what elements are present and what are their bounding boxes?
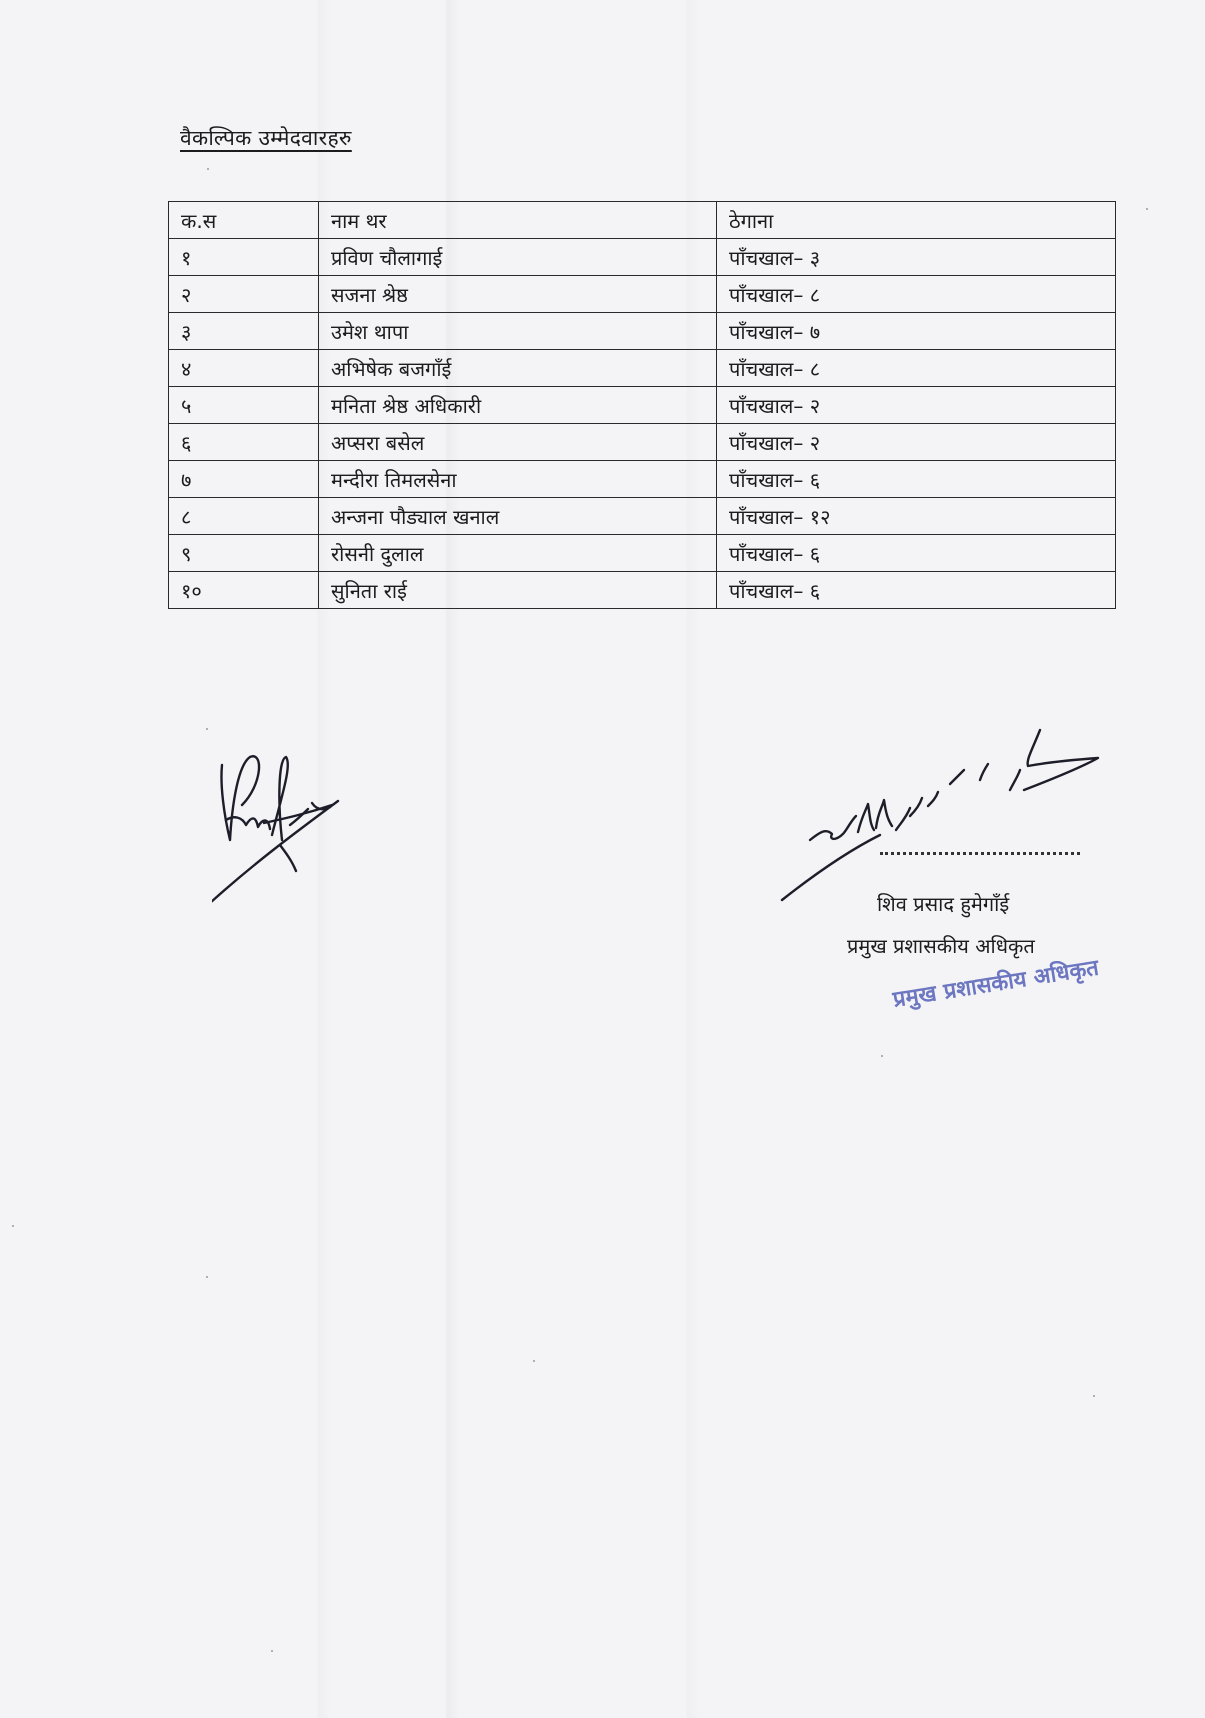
table-row: [169, 572, 1116, 609]
name-cell: मन्दीरा तिमलसेना: [319, 461, 717, 498]
address-cell: पाँचखाल– ३: [717, 239, 1116, 276]
table-header-row: [169, 202, 1116, 239]
name-cell: मनिता श्रेष्ठ अधिकारी: [319, 387, 717, 424]
right-signature: [770, 720, 1110, 910]
signatory-title: प्रमुख प्रशासकीय अधिकृत: [847, 934, 1035, 958]
scan-speck: [271, 1650, 273, 1652]
serial-cell: ७: [169, 461, 319, 498]
serial-cell: ५: [169, 387, 319, 424]
serial-cell: १०: [169, 572, 319, 609]
table-row: [169, 276, 1116, 313]
serial-cell: ६: [169, 424, 319, 461]
scan-speck: [1146, 208, 1148, 210]
serial-cell: ३: [169, 313, 319, 350]
serial-cell: ४: [169, 350, 319, 387]
name-cell: अन्जना पौड्याल खनाल: [319, 498, 717, 535]
scan-speck: [881, 1055, 883, 1057]
address-cell: पाँचखाल– १२: [717, 498, 1116, 535]
name-cell: अभिषेक बजगाँई: [319, 350, 717, 387]
left-signature: [212, 745, 372, 915]
table-row: [169, 535, 1116, 572]
address-cell: पाँचखाल– ६: [717, 535, 1116, 572]
candidates-table: [168, 201, 1116, 609]
table-row: [169, 239, 1116, 276]
serial-cell: १: [169, 239, 319, 276]
table-row: [169, 461, 1116, 498]
serial-cell: ९: [169, 535, 319, 572]
serial-cell: २: [169, 276, 319, 313]
scan-speck: [1093, 1395, 1095, 1397]
table-row: [169, 387, 1116, 424]
address-cell: पाँचखाल– ६: [717, 572, 1116, 609]
scan-speck: [12, 1225, 14, 1227]
table-row: [169, 498, 1116, 535]
section-title: वैकल्पिक उम्मेदवारहरु: [180, 126, 352, 150]
table-row: [169, 424, 1116, 461]
header-name: नाम थर: [319, 202, 717, 239]
serial-cell: ८: [169, 498, 319, 535]
scan-speck: [533, 1360, 535, 1362]
address-cell: पाँचखाल– ७: [717, 313, 1116, 350]
signatory-name: शिव प्रसाद हुमेगाँई: [877, 892, 1010, 916]
address-cell: पाँचखाल– ८: [717, 276, 1116, 313]
scan-speck: [207, 168, 209, 170]
address-cell: पाँचखाल– ६: [717, 461, 1116, 498]
address-cell: पाँचखाल– ८: [717, 350, 1116, 387]
table-row: [169, 350, 1116, 387]
scan-speck: [206, 1276, 208, 1278]
name-cell: सजना श्रेष्ठ: [319, 276, 717, 313]
address-cell: पाँचखाल– २: [717, 424, 1116, 461]
official-stamp: प्रमुख प्रशासकीय अधिकृत: [891, 955, 1101, 1013]
scan-speck: [206, 728, 208, 730]
header-address: ठेगाना: [717, 202, 1116, 239]
name-cell: रोसनी दुलाल: [319, 535, 717, 572]
header-serial: क.स: [169, 202, 319, 239]
name-cell: प्रविण चौलागाई: [319, 239, 717, 276]
name-cell: सुनिता राई: [319, 572, 717, 609]
signature-line: [880, 852, 1080, 855]
name-cell: उमेश थापा: [319, 313, 717, 350]
address-cell: पाँचखाल– २: [717, 387, 1116, 424]
name-cell: अप्सरा बसेल: [319, 424, 717, 461]
table-row: [169, 313, 1116, 350]
